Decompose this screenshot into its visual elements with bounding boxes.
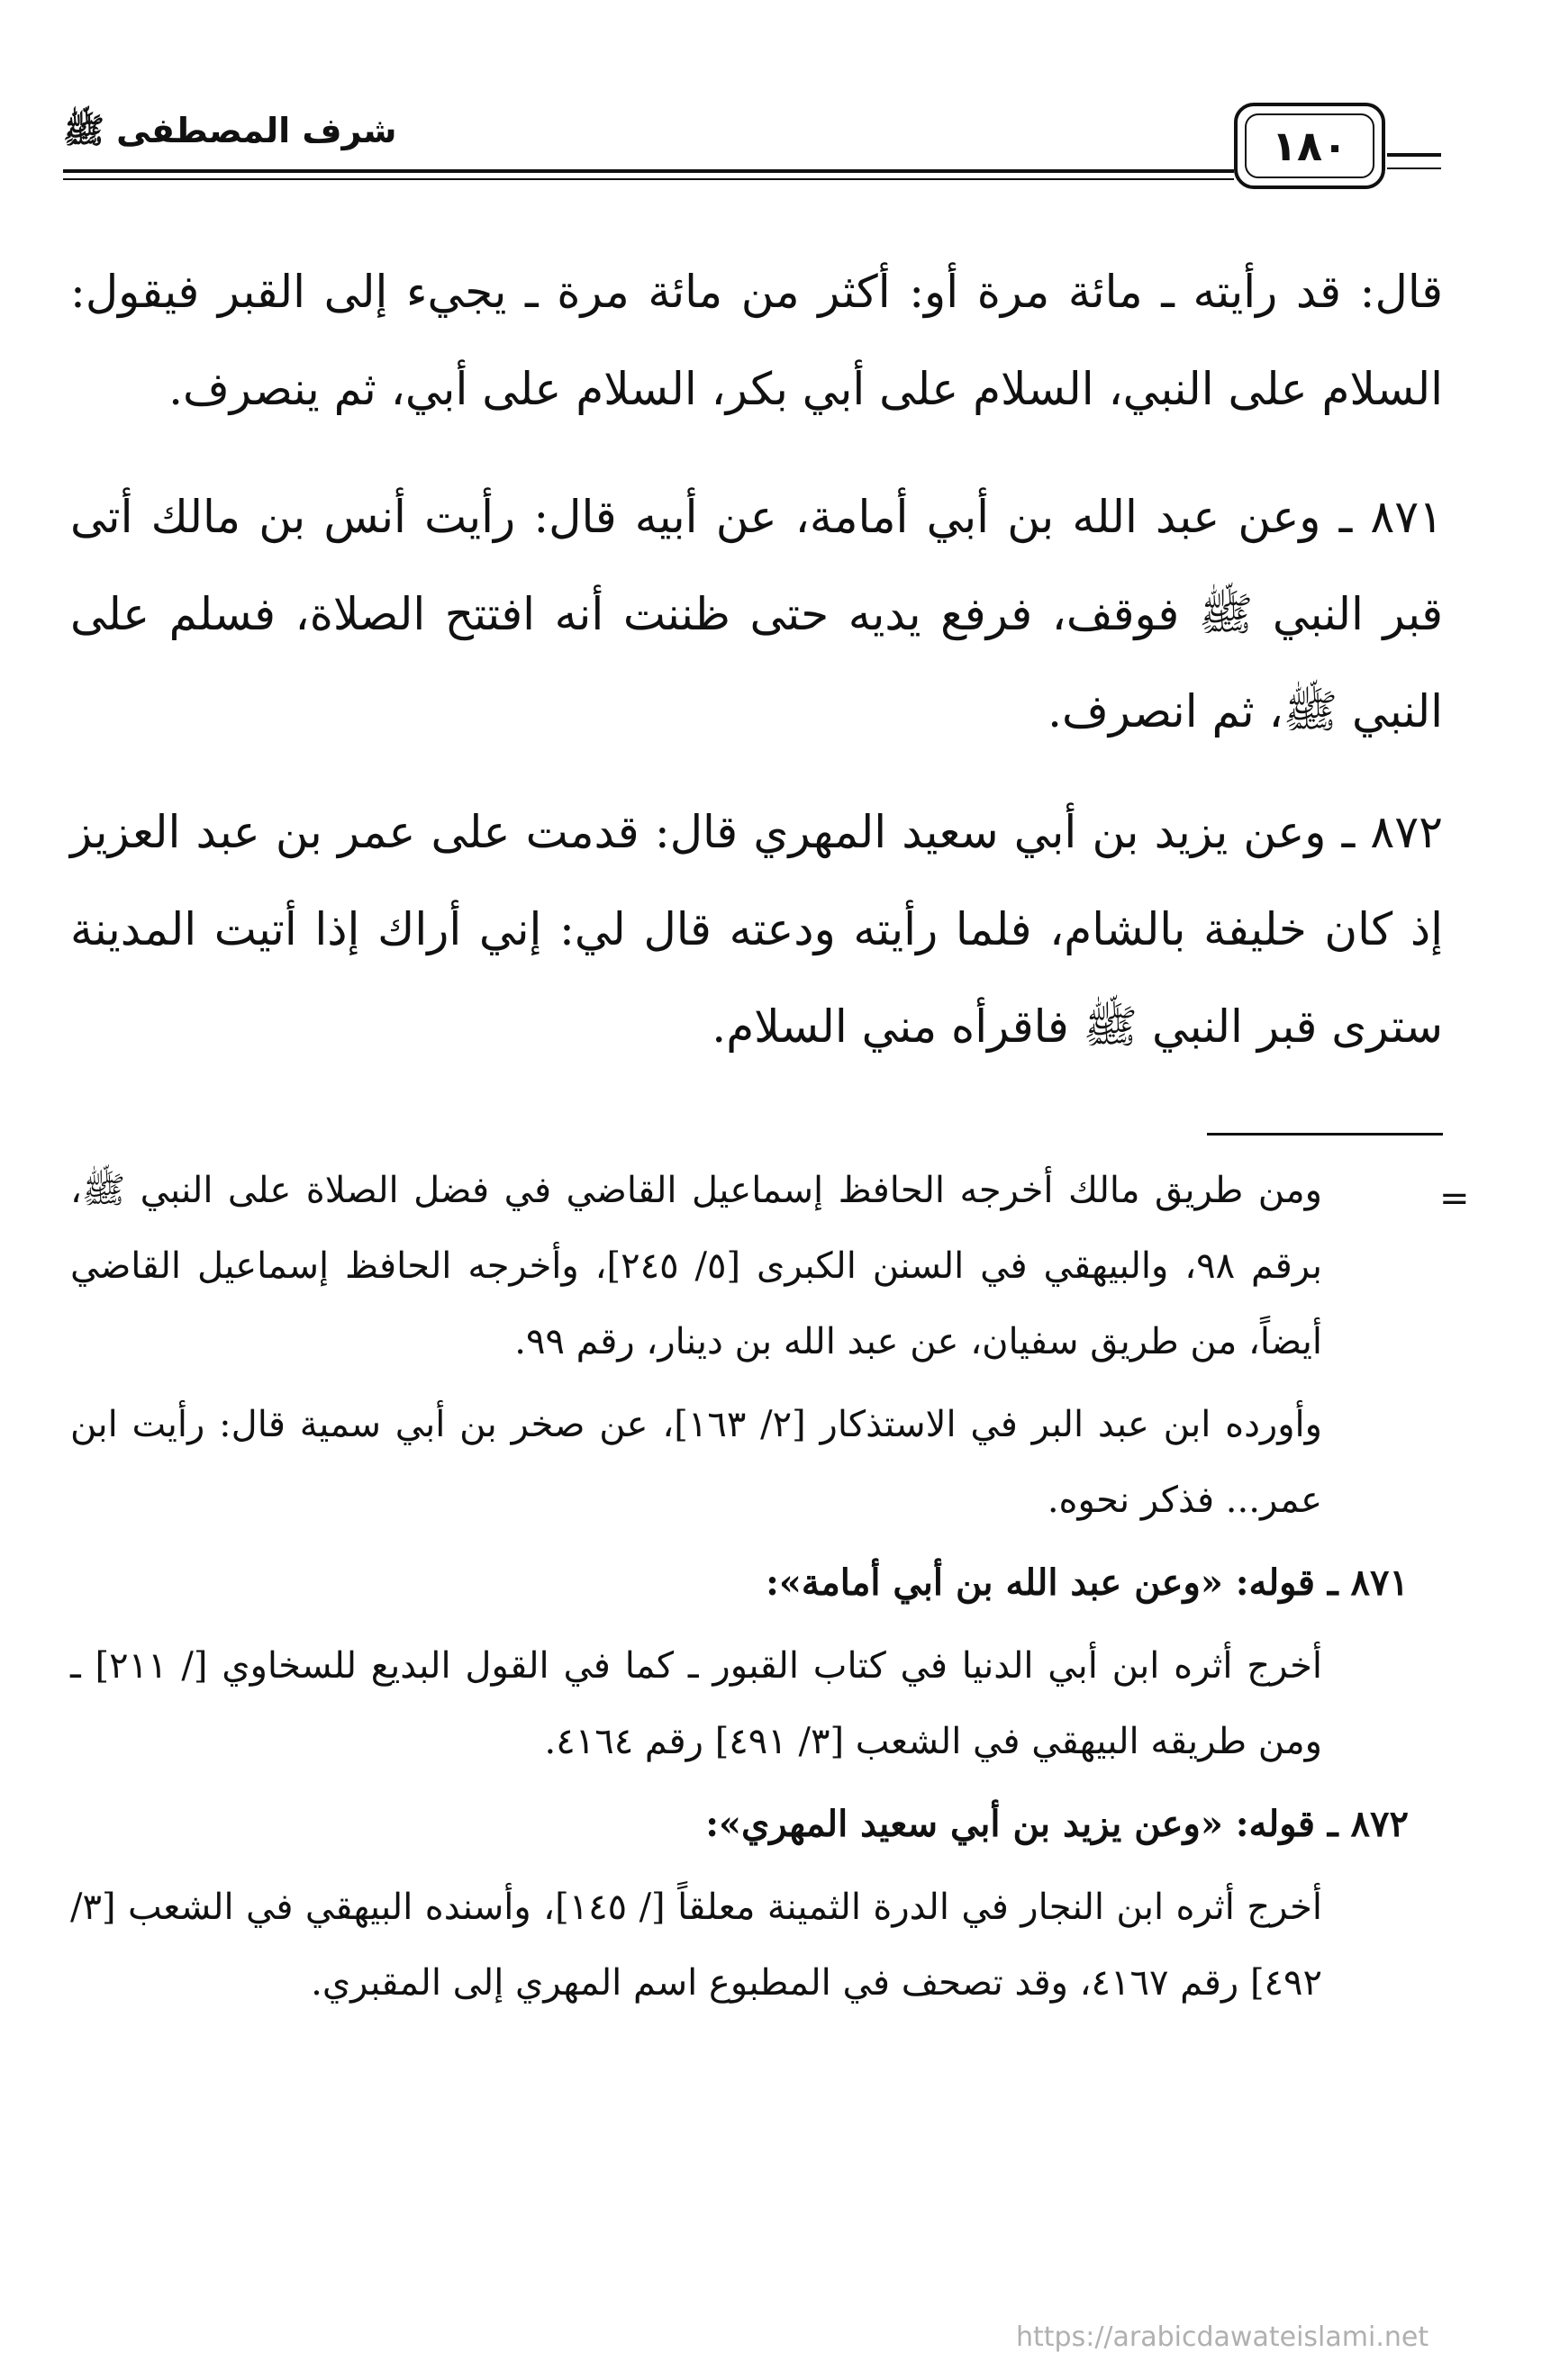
footnote-paragraph-1: ومن طريق مالك أخرجه الحافظ إسماعيل القاضي في فضل الصلاة على النبي ﷺ، برقم ٩٨، والبيهقي في السنن الكبرى [٥/ ٢٤٥]، وأخرجه الحافظ إسماعيل القاضي أيضاً، من طريق سفيان، عن عبد الله بن دينار، رقم ٩٩. bbox=[70, 1170, 1322, 1362]
watermark-url: https://arabicdawateislami.net bbox=[1016, 2321, 1429, 2353]
main-paragraph-1: قال: قد رأيته ـ مائة مرة أو: أكثر من مائة مرة ـ يجيء إلى القبر فيقول: السلام على النبي، السلام على أبي بكر، السلام على أبي، ثم ينصرف. bbox=[70, 266, 1443, 415]
page-number: ١٨٠ bbox=[1245, 113, 1374, 178]
header-rule bbox=[63, 169, 1234, 173]
main-paragraph-872: ٨٧٢ ـ وعن يزيد بن أبي سعيد المهري قال: قدمت على عمر بن عبد العزيز إذ كان خليفة بالشام، فلما رأيته ودعته قال لي: إني أراك إذا أتيت المدينة سترى قبر النبي ﷺ فاقرأه مني السلام. bbox=[70, 806, 1443, 1053]
header-rule-right bbox=[1387, 153, 1441, 157]
footnotes bbox=[70, 1153, 1409, 2028]
footnote-text-872: أخرج أثره ابن النجار في الدرة الثمينة معلقاً [/ ١٤٥]، وأسنده البيهقي في الشعب [٣/ ٤٩٢] رقم ٤١٦٧، وقد تصحف في المطبوع اسم المهري إلى المقبري. bbox=[70, 1887, 1322, 2004]
footnote-heading-872: ٨٧٢ ـ قوله: «وعن يزيد بن أبي سعيد المهري»: bbox=[705, 1803, 1409, 1845]
main-paragraph-871: ٨٧١ ـ وعن عبد الله بن أبي أمامة، عن أبيه قال: رأيت أنس بن مالك أتى قبر النبي ﷺ فوقف، فرفع يديه حتى ظننت أنه افتتح الصلاة، فسلم على النبي ﷺ، ثم انصرف. bbox=[70, 491, 1443, 738]
page-header bbox=[63, 90, 1441, 207]
main-text bbox=[70, 243, 1443, 1099]
footnote-separator bbox=[1207, 1133, 1443, 1136]
footnote-text-871: أخرج أثره ابن أبي الدنيا في كتاب القبور ـ كما في القول البديع للسخاوي [/ ٢١١] ـ ومن طريقه البيهقي في الشعب [٣/ ٤٩١] رقم ٤١٦٤. bbox=[70, 1645, 1322, 1762]
running-title: شرف المصطفى ﷺ bbox=[63, 111, 397, 150]
header-rule-thin bbox=[63, 178, 1234, 180]
footnote-paragraph-2: وأورده ابن عبد البر في الاستذكار [٢/ ١٦٣]، عن صخر بن أبي سمية قال: رأيت ابن عمر... فذكر نحوه. bbox=[70, 1404, 1322, 1521]
footnote-heading-871: ٨٧١ ـ قوله: «وعن عبد الله بن أبي أمامة»: bbox=[766, 1561, 1409, 1604]
page-number-frame bbox=[1234, 103, 1385, 189]
continuation-mark: = bbox=[1439, 1178, 1470, 1219]
header-rule-right-thin bbox=[1387, 167, 1441, 169]
